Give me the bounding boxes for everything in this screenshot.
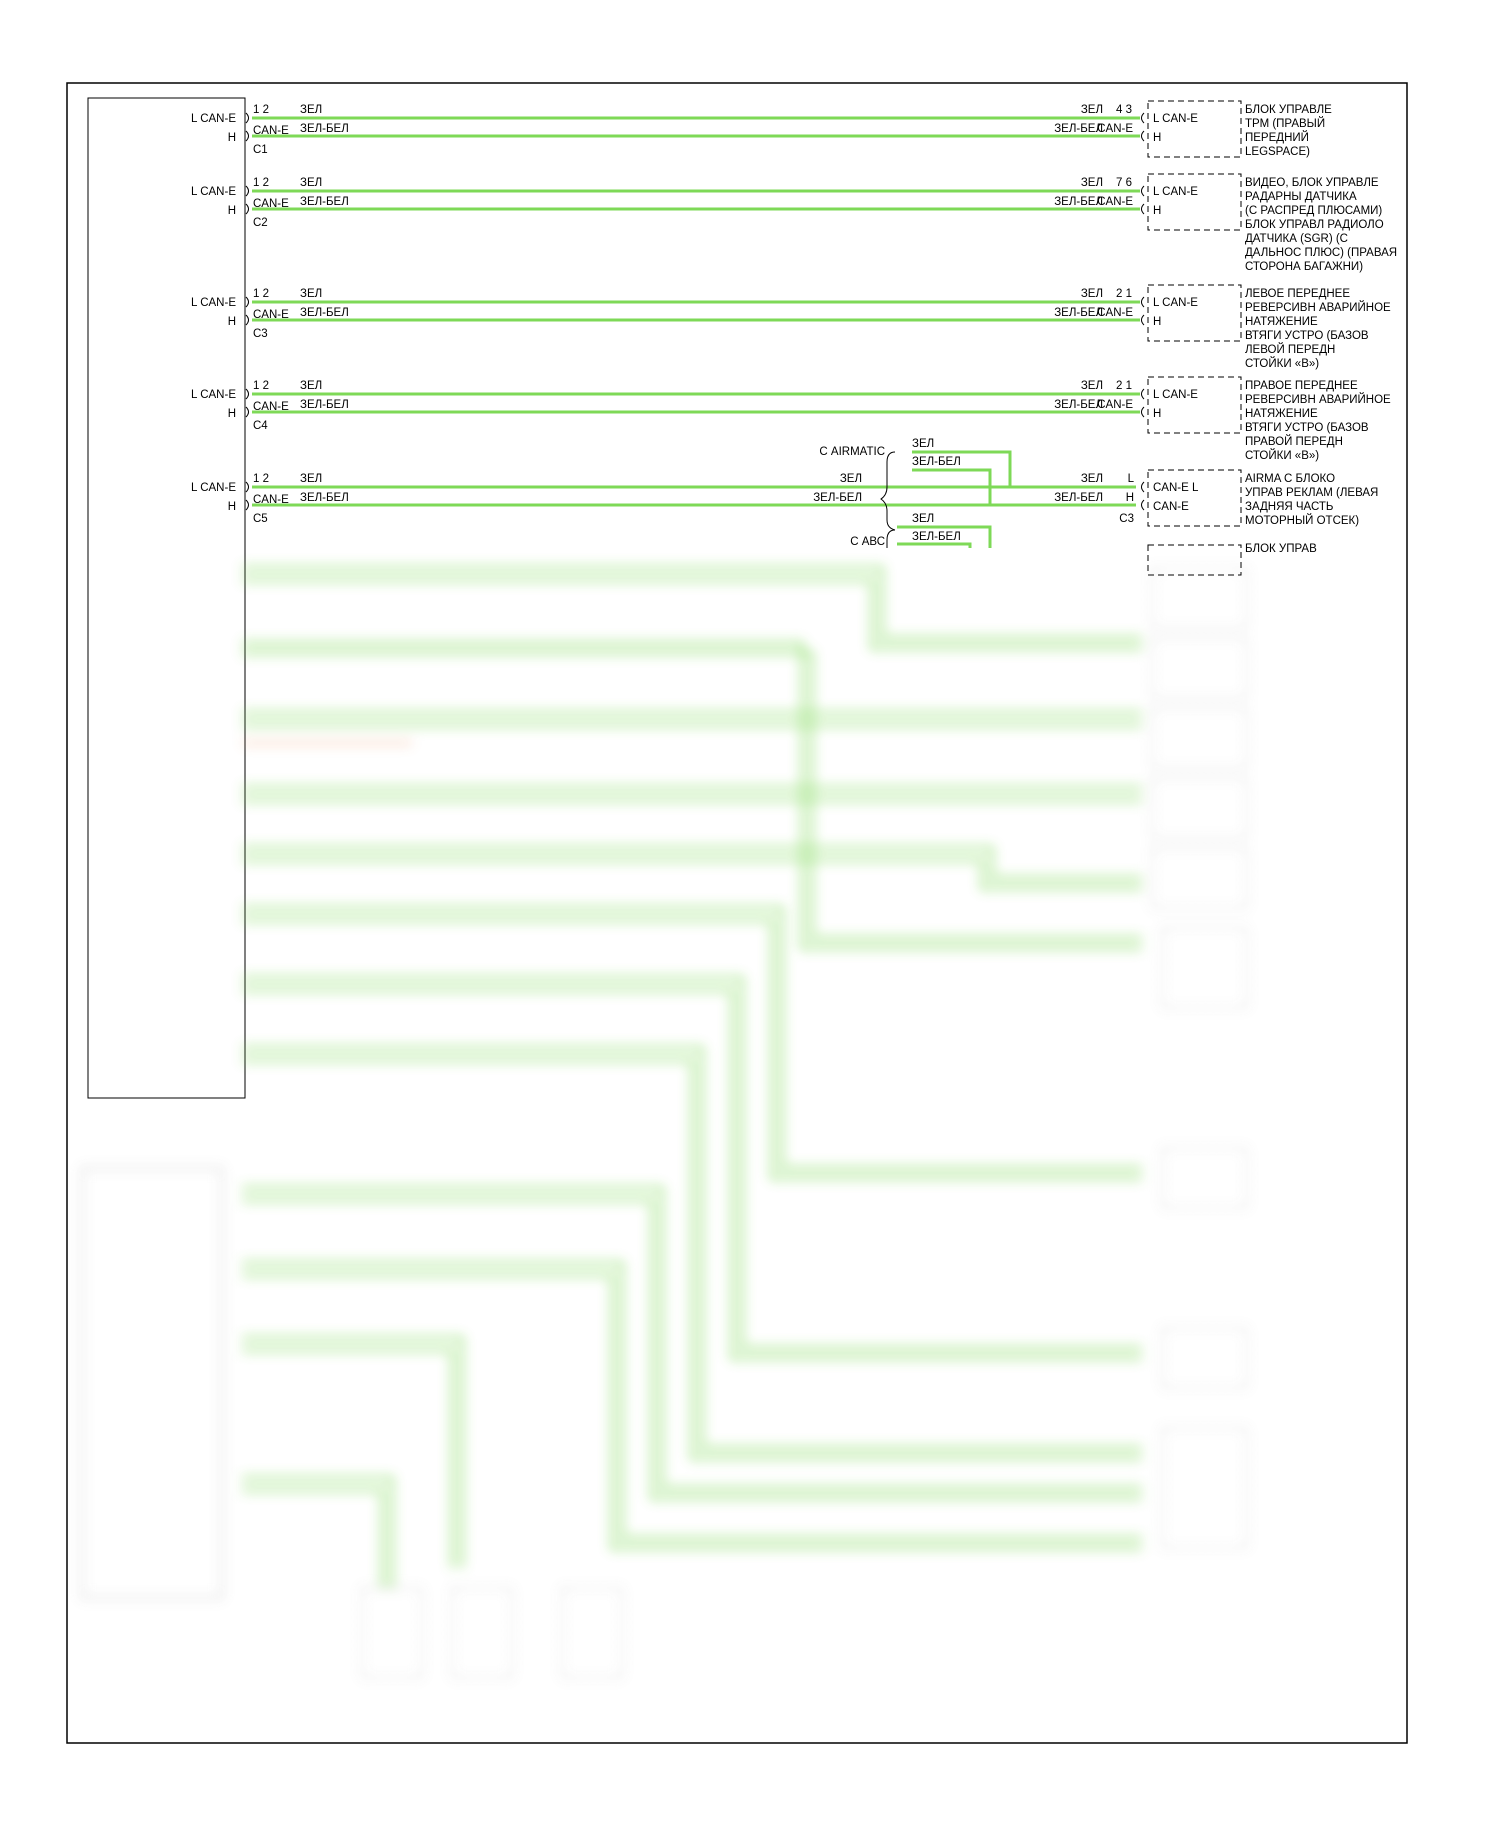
module-box xyxy=(1148,174,1241,230)
connector-tick xyxy=(246,482,249,492)
left-can-label: CAN-E xyxy=(253,125,289,137)
module-label-h: H xyxy=(1153,205,1162,217)
module-description-line: БЛОК УПРАВЛ РАДИОЛО xyxy=(1245,219,1384,231)
wire-color-left-2: ЗЕЛ-БЕЛ xyxy=(300,196,349,208)
left-pins: 1 2 xyxy=(253,288,269,300)
right-can-label: CAN-E xyxy=(1097,196,1133,208)
abc-wire-1: ЗЕЛ xyxy=(912,513,935,525)
module-description-line: РЕВЕРСИВН АВАРИЙНОЕ xyxy=(1245,302,1391,314)
wire-color-right-2: ЗЕЛ-БЕЛ xyxy=(1054,307,1103,319)
right-can-label: CAN-E xyxy=(1097,307,1133,319)
right-can-label: CAN-E xyxy=(1097,123,1133,135)
connector-tick xyxy=(1142,315,1145,325)
next-module-partial-label: БЛОК УПРАВ xyxy=(1245,543,1317,555)
left-label-h: H xyxy=(227,132,236,144)
wire-color-right-1: ЗЕЛ xyxy=(1080,380,1103,392)
module-description-line: ВТЯГИ УСТРО (БАЗОВ xyxy=(1245,330,1369,342)
wire-color-left-1: ЗЕЛ xyxy=(300,288,323,300)
wire-color-left-2: ЗЕЛ-БЕЛ xyxy=(300,307,349,319)
wire-color-right-2: ЗЕЛ-БЕЛ xyxy=(1054,399,1103,411)
control-unit-box xyxy=(88,98,245,1098)
module-description-line: ВИДЕО, БЛОК УПРАВЛЕ xyxy=(1245,177,1379,189)
module-label-l: L CAN-E xyxy=(1153,113,1198,125)
module-label-h: H xyxy=(1153,408,1162,420)
right-can-label: CAN-E xyxy=(1097,399,1133,411)
wire-color-right-2: ЗЕЛ-БЕЛ xyxy=(1054,123,1103,135)
wire-color-right-1: ЗЕЛ xyxy=(1080,473,1103,485)
branch-bracket xyxy=(881,452,895,530)
module-description-line: РЕВЕРСИВН АВАРИЙНОЕ xyxy=(1245,394,1391,406)
module-box-partial xyxy=(1148,545,1241,575)
wire-color-mid-1: ЗЕЛ xyxy=(839,473,862,485)
module-description-line: МОТОРНЫЙ ОТСЕК) xyxy=(1245,515,1360,527)
airmatic-label: С AIRMATIC xyxy=(819,446,885,458)
left-pins: 1 2 xyxy=(253,473,269,485)
right-pins: 2 1 xyxy=(1116,380,1132,392)
connector-tick xyxy=(1142,297,1145,307)
left-label-l: L CAN-E xyxy=(191,297,236,309)
wire-color-left-1: ЗЕЛ xyxy=(300,473,323,485)
wire-color-right-1: ЗЕЛ xyxy=(1080,288,1103,300)
wire-color-left-2: ЗЕЛ-БЕЛ xyxy=(300,399,349,411)
left-can-label: CAN-E xyxy=(253,494,289,506)
wire-color-right-1: ЗЕЛ xyxy=(1080,104,1103,116)
right-pins: 2 1 xyxy=(1116,288,1132,300)
module-box xyxy=(1148,377,1241,433)
connector-tick xyxy=(246,315,249,325)
module-description-line: ДАТЧИКА (SGR) (С xyxy=(1245,233,1348,245)
connector-tick xyxy=(246,204,249,214)
connector-tick xyxy=(1142,389,1145,399)
module-description-line: СТОЙКИ «В») xyxy=(1245,358,1320,370)
left-pins: 1 2 xyxy=(253,104,269,116)
module-description-line: ДАЛЬНОС ПЛЮС) (ПРАВАЯ xyxy=(1245,247,1398,259)
module-description-line: LEGSPACE) xyxy=(1245,146,1310,158)
connector-tick xyxy=(246,113,249,123)
module-description-line: НАТЯЖЕНИЕ xyxy=(1245,408,1318,420)
left-connector-id: C5 xyxy=(253,513,268,525)
left-can-label: CAN-E xyxy=(253,309,289,321)
right-pin-h: H xyxy=(1125,492,1134,504)
wire-color-right-2: ЗЕЛ-БЕЛ xyxy=(1054,196,1103,208)
module-label-h: CAN-E xyxy=(1153,501,1189,513)
left-label-l: L CAN-E xyxy=(191,482,236,494)
right-pins: 7 6 xyxy=(1116,177,1132,189)
module-description-line: ПРАВОЙ ПЕРЕДН xyxy=(1245,436,1343,448)
left-can-label: CAN-E xyxy=(253,401,289,413)
left-connector-id: C4 xyxy=(253,420,268,432)
branch-bracket xyxy=(887,530,895,548)
airmatic-wire-1: ЗЕЛ xyxy=(912,438,935,450)
left-connector-id: C3 xyxy=(253,328,268,340)
left-label-h: H xyxy=(227,316,236,328)
wire-color-left-1: ЗЕЛ xyxy=(300,380,323,392)
wire-color-mid-2: ЗЕЛ-БЕЛ xyxy=(813,492,862,504)
connector-tick xyxy=(246,131,249,141)
module-label-l: CAN-E L xyxy=(1153,482,1199,494)
left-can-label: CAN-E xyxy=(253,198,289,210)
left-connector-id: C2 xyxy=(253,217,268,229)
connector-tick xyxy=(246,389,249,399)
wire-color-left-2: ЗЕЛ-БЕЛ xyxy=(300,123,349,135)
wire-color-right-1: ЗЕЛ xyxy=(1080,177,1103,189)
connector-tick xyxy=(1142,407,1145,417)
module-label-h: H xyxy=(1153,316,1162,328)
wire-color-right-2: ЗЕЛ-БЕЛ xyxy=(1054,492,1103,504)
connector-tick xyxy=(1142,482,1145,492)
wire-abc-h xyxy=(897,544,970,548)
module-description-line: УПРАВ РЕКЛАМ (ЛЕВАЯ xyxy=(1245,487,1379,499)
left-label-h: H xyxy=(227,501,236,513)
wire-color-left-2: ЗЕЛ-БЕЛ xyxy=(300,492,349,504)
module-description-line: ВТЯГИ УСТРО (БАЗОВ xyxy=(1245,422,1369,434)
module-label-l: L CAN-E xyxy=(1153,186,1198,198)
diagram-frame xyxy=(67,83,1407,1743)
module-box xyxy=(1148,285,1241,341)
left-label-h: H xyxy=(227,205,236,217)
module-box xyxy=(1148,470,1241,526)
abc-label: С АВС xyxy=(850,536,885,548)
can-row-2 xyxy=(191,174,1397,273)
connector-tick xyxy=(1142,113,1145,123)
connector-tick xyxy=(1142,500,1145,510)
can-row-1 xyxy=(191,101,1332,158)
left-pins: 1 2 xyxy=(253,177,269,189)
right-connector-id: С3 xyxy=(1119,513,1134,525)
module-description-line: ПРАВОЕ ПЕРЕДНЕЕ xyxy=(1245,380,1358,392)
left-label-h: H xyxy=(227,408,236,420)
can-row-4 xyxy=(191,377,1391,462)
module-description-line: ЛЕВОЙ ПЕРЕДН xyxy=(1245,344,1336,356)
can-row-3 xyxy=(191,285,1391,370)
connector-tick xyxy=(246,407,249,417)
module-description-line: ЗАДНЯЯ ЧАСТЬ xyxy=(1245,501,1334,513)
module-description-line: СТОРОНА БАГАЖНИ) xyxy=(1245,261,1364,273)
left-label-l: L CAN-E xyxy=(191,389,236,401)
left-label-l: L CAN-E xyxy=(191,186,236,198)
wire-color-left-1: ЗЕЛ xyxy=(300,177,323,189)
connector-tick xyxy=(246,297,249,307)
right-pin-l: L xyxy=(1127,473,1134,485)
connector-tick xyxy=(1142,204,1145,214)
module-description-line: ЛЕВОЕ ПЕРЕДНЕЕ xyxy=(1245,288,1351,300)
wire-color-left-1: ЗЕЛ xyxy=(300,104,323,116)
module-label-l: L CAN-E xyxy=(1153,297,1198,309)
module-description-line: ТРМ (ПРАВЫЙ xyxy=(1245,118,1326,130)
left-label-l: L CAN-E xyxy=(191,113,236,125)
connector-tick xyxy=(246,186,249,196)
module-description-line: AIRMA С БЛОКО xyxy=(1245,473,1336,485)
module-description-line: РАДАРНЫ ДАТЧИКА xyxy=(1245,191,1357,203)
connector-tick xyxy=(1142,131,1145,141)
module-description-line: СТОЙКИ «В») xyxy=(1245,450,1320,462)
airmatic-wire-2: ЗЕЛ-БЕЛ xyxy=(912,456,961,468)
left-pins: 1 2 xyxy=(253,380,269,392)
module-description-line: БЛОК УПРАВЛЕ xyxy=(1245,104,1332,116)
connector-tick xyxy=(246,500,249,510)
left-connector-id: C1 xyxy=(253,144,268,156)
right-pins: 4 3 xyxy=(1116,104,1132,116)
module-label-l: L CAN-E xyxy=(1153,389,1198,401)
module-description-line: (С РАСПРЕД ПЛЮСАМИ) xyxy=(1245,205,1383,217)
abc-wire-2: ЗЕЛ-БЕЛ xyxy=(912,531,961,543)
connector-tick xyxy=(1142,186,1145,196)
module-label-h: H xyxy=(1153,132,1162,144)
module-description-line: ПЕРЕДНИЙ xyxy=(1245,132,1309,144)
module-box xyxy=(1148,101,1241,157)
module-description-line: НАТЯЖЕНИЕ xyxy=(1245,316,1318,328)
